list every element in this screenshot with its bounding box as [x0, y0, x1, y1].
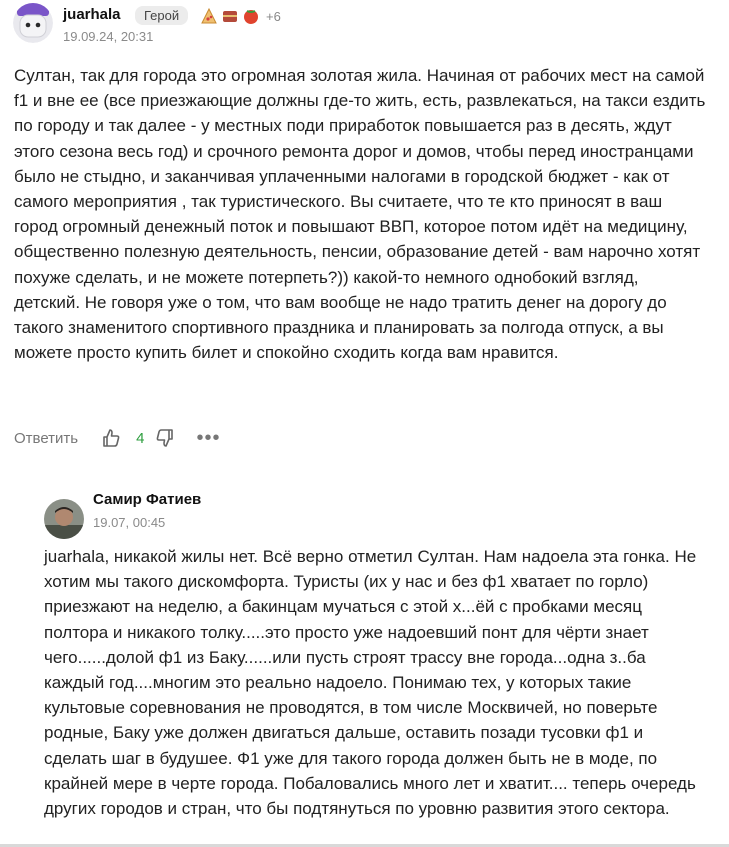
comment-date: 19.09.24, 20:31: [63, 29, 154, 44]
comment-text: Султан, так для города это огромная золотая жила. Начиная от рабочих мест на самой f1 и вне ее (все приезжающие должны где-то жить, есть, развлекаться, на такси ездить по городу и так далее - у местных поди приработок повышается раз в десять, ждут этого сезона весь год) и срочного ремонта дорог и домов, чтобы перед иностранцами было не стыдно, и заканчивая уплаченными налогами в городской бюджет - как от самого мероприятия , так туристического. Вы считаете, что те кто приносят в ваш город огромный денежный поток и повышают ВВП, которое потом идёт на медицину, общественно полезную деятельность, пенсии, образование детей - вам нарочно хотят похуже сделать, и не можете потерпеть?)) какой-то немного однобокий взгляд, детский. Не говоря уже о том, что вам вообще не надо тратить денег на дорогу до такого знаменитого спортивного праздника и планировать за полгода отпуск, а вы можете просто купить билет и спокойно сходить когда вам нравится.: [14, 66, 706, 363]
like-icon[interactable]: [100, 427, 122, 449]
like-count: 4: [136, 429, 145, 447]
comment-text: juarhala, никакой жилы нет. Всё верно отметил Султан. Нам надоела эта гонка. Не хотим мы такого дискомфорта. Туристы (их у нас и без ф1 хватает по горло) приезжают на неделю, а бакинцам мучаться с этой х...ёй с пробками месяц полтора и никакого толку.....это просто уже надоевший понт для чёрти знает чего......долой ф1 из Баку......или пусть строят трассу вне города...одна з..ба каждый год....многим это реально надоело. Понимаю тех, у которых такие культовые соревнования не проводятся, в том числе Москвичей, но поверьте родные, Баку уже должен двигаться дальше, оставить позади тусовки ф1 и сделать шаг в будушее. Ф1 уже для такого города должен быть не в моде, по крайней мере в черте города. Побаловались много лет и хватит.... теперь очередь других городов и стран, что бы подтянуться по уровню развития этого сектора.: [44, 547, 697, 819]
pizza-icon: [200, 7, 218, 25]
comment-date: 19.07, 00:45: [93, 515, 166, 530]
more-badges-count[interactable]: +6: [266, 8, 281, 24]
user-avatar[interactable]: [44, 499, 84, 539]
achievement-icons[interactable]: [200, 7, 281, 25]
comment-actions: [14, 427, 220, 449]
username[interactable]: juarhala: [63, 6, 121, 23]
user-avatar[interactable]: [13, 3, 53, 43]
more-options-button[interactable]: •••: [196, 427, 221, 449]
reply-comment: [0, 480, 729, 847]
user-photo-icon: [44, 499, 84, 539]
tomato-icon: [242, 7, 260, 25]
reply-button[interactable]: Ответить: [14, 429, 79, 447]
dislike-icon[interactable]: [154, 427, 176, 449]
status-badge: Герой: [135, 6, 188, 25]
robot-avatar-icon: [13, 3, 53, 43]
chest-icon: [221, 7, 239, 25]
username[interactable]: Самир Фатиев: [93, 491, 202, 508]
